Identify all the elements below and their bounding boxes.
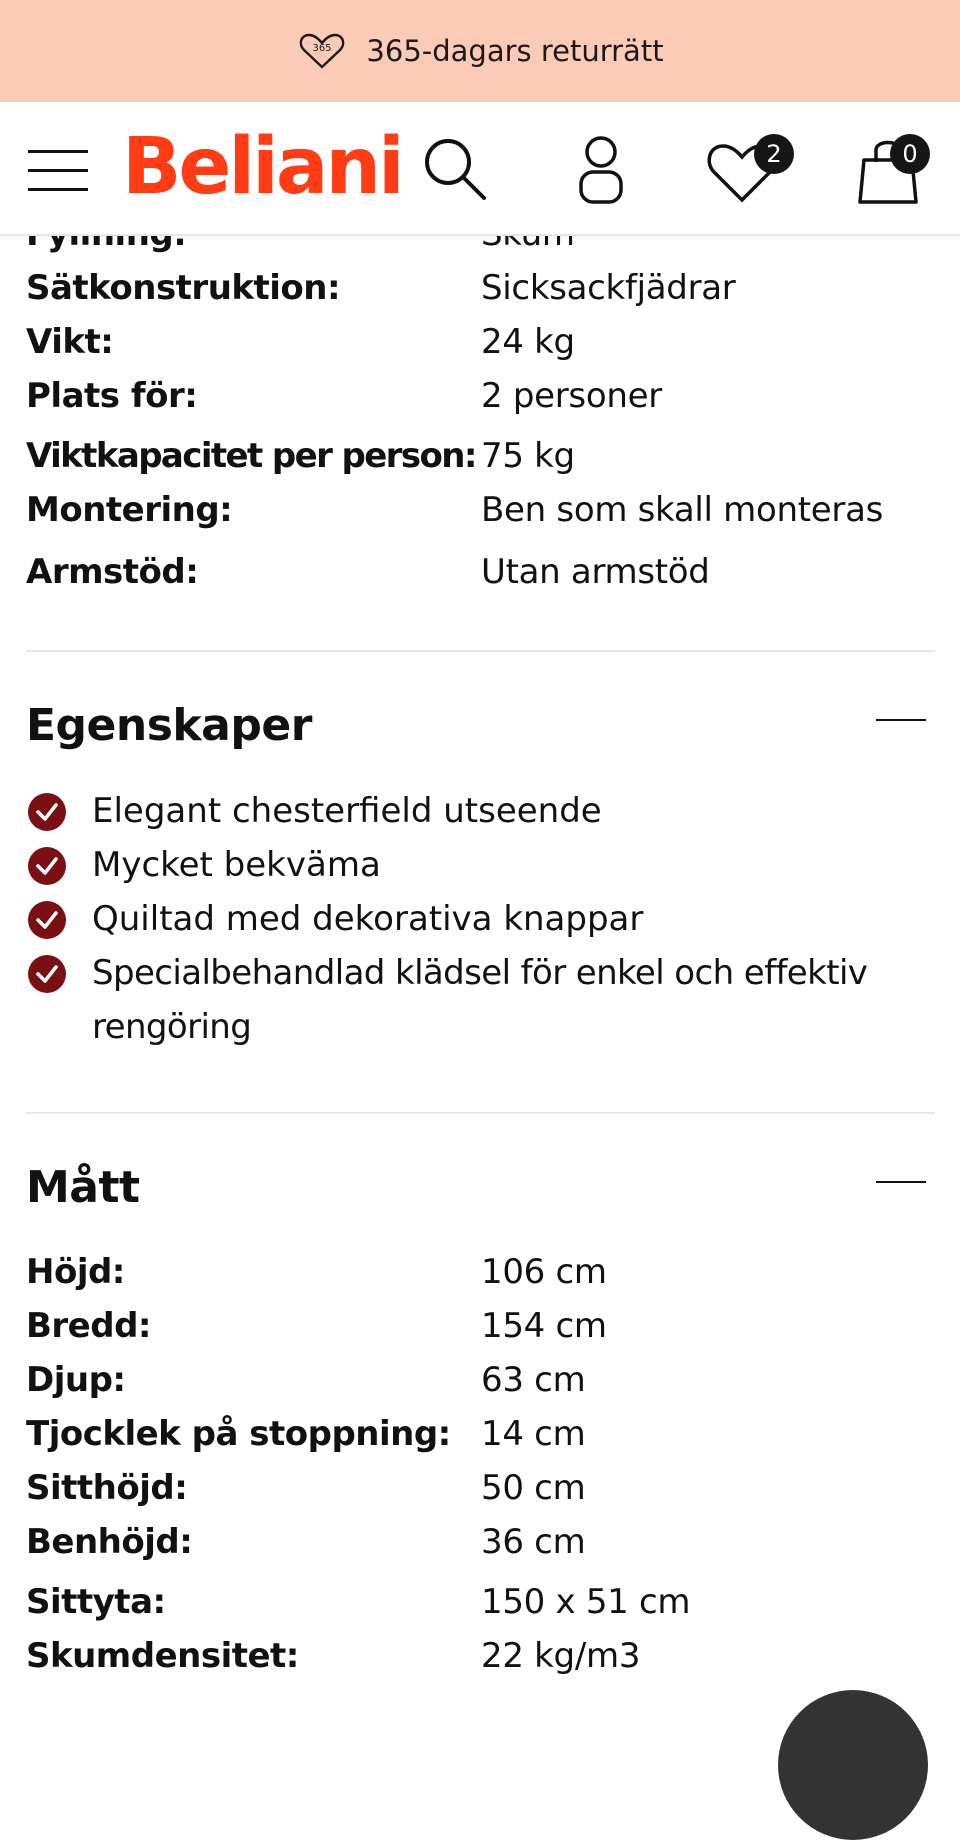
dimension-value: 154 cm bbox=[481, 1306, 607, 1346]
features-collapse-icon[interactable] bbox=[876, 705, 928, 735]
dimension-label: Sitthöjd: bbox=[26, 1468, 188, 1508]
spec-label: Viktkapacitet per person: bbox=[26, 436, 476, 476]
beliani-logo[interactable]: Beliani bbox=[122, 122, 402, 212]
feature-text: Quiltad med dekorativa knappar bbox=[92, 899, 644, 939]
feature-text: Mycket bekväma bbox=[92, 845, 381, 885]
return-heart-icon bbox=[296, 31, 348, 71]
spec-value: 75 kg bbox=[481, 436, 575, 476]
dimension-value: 14 cm bbox=[481, 1414, 586, 1454]
dimension-label: Höjd: bbox=[26, 1252, 125, 1292]
spec-value: 24 kg bbox=[481, 322, 575, 362]
dimension-value: 106 cm bbox=[481, 1252, 607, 1292]
dimension-label: Tjocklek på stoppning: bbox=[26, 1414, 451, 1454]
spec-value: Utan armstöd bbox=[481, 552, 710, 592]
checkmark-icon bbox=[28, 901, 66, 939]
dimension-value: 22 kg/m3 bbox=[481, 1636, 641, 1676]
dimension-label: Sittyta: bbox=[26, 1582, 166, 1622]
promo-bar[interactable] bbox=[0, 0, 960, 102]
spec-value: 2 personer bbox=[481, 376, 662, 416]
svg-text:365: 365 bbox=[312, 43, 332, 54]
cart-count-badge: 0 bbox=[890, 134, 930, 174]
spec-label: Armstöd: bbox=[26, 552, 199, 592]
account-icon[interactable] bbox=[568, 134, 634, 204]
dimension-value: 50 cm bbox=[481, 1468, 586, 1508]
dimension-label: Skumdensitet: bbox=[26, 1636, 299, 1676]
dimension-value: 63 cm bbox=[481, 1360, 586, 1400]
wishlist-button[interactable] bbox=[706, 134, 796, 206]
promo-text: 365-dagars returrätt bbox=[366, 34, 664, 68]
wishlist-count-badge: 2 bbox=[754, 134, 794, 174]
spec-label: Vikt: bbox=[26, 322, 114, 362]
spec-label: Plats för: bbox=[26, 376, 198, 416]
dimension-label: Benhöjd: bbox=[26, 1522, 193, 1562]
spec-value: Sicksackfjädrar bbox=[481, 268, 736, 308]
site-header bbox=[0, 102, 960, 236]
dimension-value: 150 x 51 cm bbox=[481, 1582, 691, 1622]
feature-text: Specialbehandlad klädsel för enkel och effektiv rengöring bbox=[92, 953, 868, 1047]
spec-value: Ben som skall monteras bbox=[481, 490, 884, 530]
search-icon[interactable] bbox=[422, 136, 488, 202]
hamburger-menu-icon[interactable] bbox=[28, 144, 90, 196]
checkmark-icon bbox=[28, 955, 66, 993]
dimension-value: 36 cm bbox=[481, 1522, 586, 1562]
spec-label: Montering: bbox=[26, 490, 233, 530]
section-divider bbox=[26, 1112, 935, 1114]
dimensions-section-title[interactable]: Mått bbox=[26, 1162, 140, 1213]
section-divider bbox=[26, 650, 935, 652]
dimension-label: Djup: bbox=[26, 1360, 126, 1400]
feature-text: Elegant chesterfield utseende bbox=[92, 791, 602, 831]
checkmark-icon bbox=[28, 847, 66, 885]
checkmark-icon bbox=[28, 793, 66, 831]
chat-floating-button[interactable] bbox=[778, 1690, 928, 1840]
dimension-label: Bredd: bbox=[26, 1306, 152, 1346]
cart-button[interactable] bbox=[856, 132, 936, 206]
dimensions-collapse-icon[interactable] bbox=[876, 1167, 928, 1197]
features-section-title[interactable]: Egenskaper bbox=[26, 700, 312, 751]
spec-label: Sätkonstruktion: bbox=[26, 268, 341, 308]
